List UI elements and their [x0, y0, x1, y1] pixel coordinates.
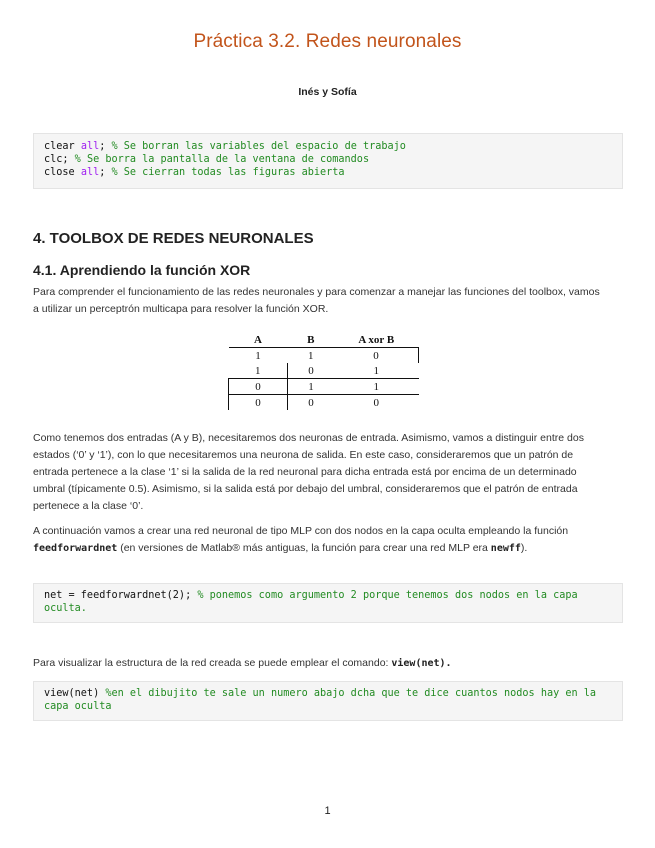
table-row — [229, 363, 419, 379]
xor-truth-table — [228, 333, 419, 410]
table-cell: 0 — [334, 348, 419, 364]
table-row — [229, 379, 419, 395]
table-cell: 1 — [255, 349, 261, 362]
table-header: A — [229, 333, 288, 348]
inline-code: feedforwardnet — [33, 543, 118, 554]
code-block-view — [33, 681, 623, 721]
authors: Inés y Sofía — [298, 86, 357, 98]
table-cell: 0 — [229, 379, 288, 395]
table-row — [229, 348, 419, 364]
code-block-feedforwardnet — [33, 583, 623, 623]
code-line: clear all; % Se borran las variables del espacio de trabajo — [44, 141, 406, 152]
table-cell: 1 — [288, 379, 335, 395]
intro-paragraph: Para comprender el funcionamiento de las redes neuronales y para comenzar a manejar las funciones del toolbox, vamos a utilizar un perceptrón multicapa para resolver la función XOR. — [33, 286, 600, 315]
page-title: Práctica 3.2. Redes neuronales — [193, 31, 462, 52]
mlp-paragraph: A continuación vamos a crear una red neuronal de tipo MLP con dos nodos en la capa oculta empleando la función feedforwardnet (en versiones de Matlab® más antiguas, la función para crear una red MLP era newff). — [33, 525, 569, 554]
explanation-paragraph: Como tenemos dos entradas (A y B), necesitaremos dos neuronas de entrada. Asimismo, vamos a distinguir entre dos estados (‘0’ y ‘1’), con lo que necesitaremos una neurona de salida. En este caso, consideraremos que un patrón de entrada pertenece a la clase ‘1’ si la salida de la red neuronal para dicha entrada está por encima de un determinado umbral (típicamente 0.5). Asimismo, si la salida está por debajo del umbral, consideraremos que el patrón de entrada pertenece a la clase ‘0’. — [33, 432, 584, 512]
table-header: B — [288, 333, 335, 348]
table-cell: 1 — [334, 379, 419, 395]
page-number: 1 — [324, 805, 331, 817]
subsection-heading: 4.1. Aprendiendo la función XOR — [33, 262, 251, 278]
code-line: view(net) %en el dibujito te sale un numero abajo dcha que te dice cuantos nodos hay en la capa oculta — [44, 688, 597, 712]
table-cell: 1 — [308, 349, 314, 362]
table-cell: 0 — [229, 395, 288, 411]
view-paragraph: Para visualizar la estructura de la red creada se puede emplear el comando: view(net). — [33, 657, 452, 669]
code-block-clear — [33, 133, 623, 189]
table-cell: 0 — [288, 395, 335, 411]
code-line: clc; % Se borra la pantalla de la ventana de comandos — [44, 154, 370, 165]
section-heading: 4. TOOLBOX DE REDES NEURONALES — [33, 230, 314, 247]
code-line: close all; % Se cierran todas las figuras abierta — [44, 167, 345, 178]
table-header-row — [229, 333, 419, 348]
table-cell: 0 — [334, 395, 419, 411]
inline-code: view(net). — [391, 658, 452, 669]
table-cell: 1 — [373, 364, 379, 377]
table-header: A xor B — [334, 333, 419, 348]
table-cell: 0 — [288, 363, 335, 379]
table-row — [229, 395, 419, 411]
code-line: net = feedforwardnet(2); % ponemos como argumento 2 porque tenemos dos nodos en la capa oculta. — [44, 590, 578, 614]
inline-code: newff — [490, 543, 521, 554]
table-cell: 1 — [255, 364, 261, 377]
